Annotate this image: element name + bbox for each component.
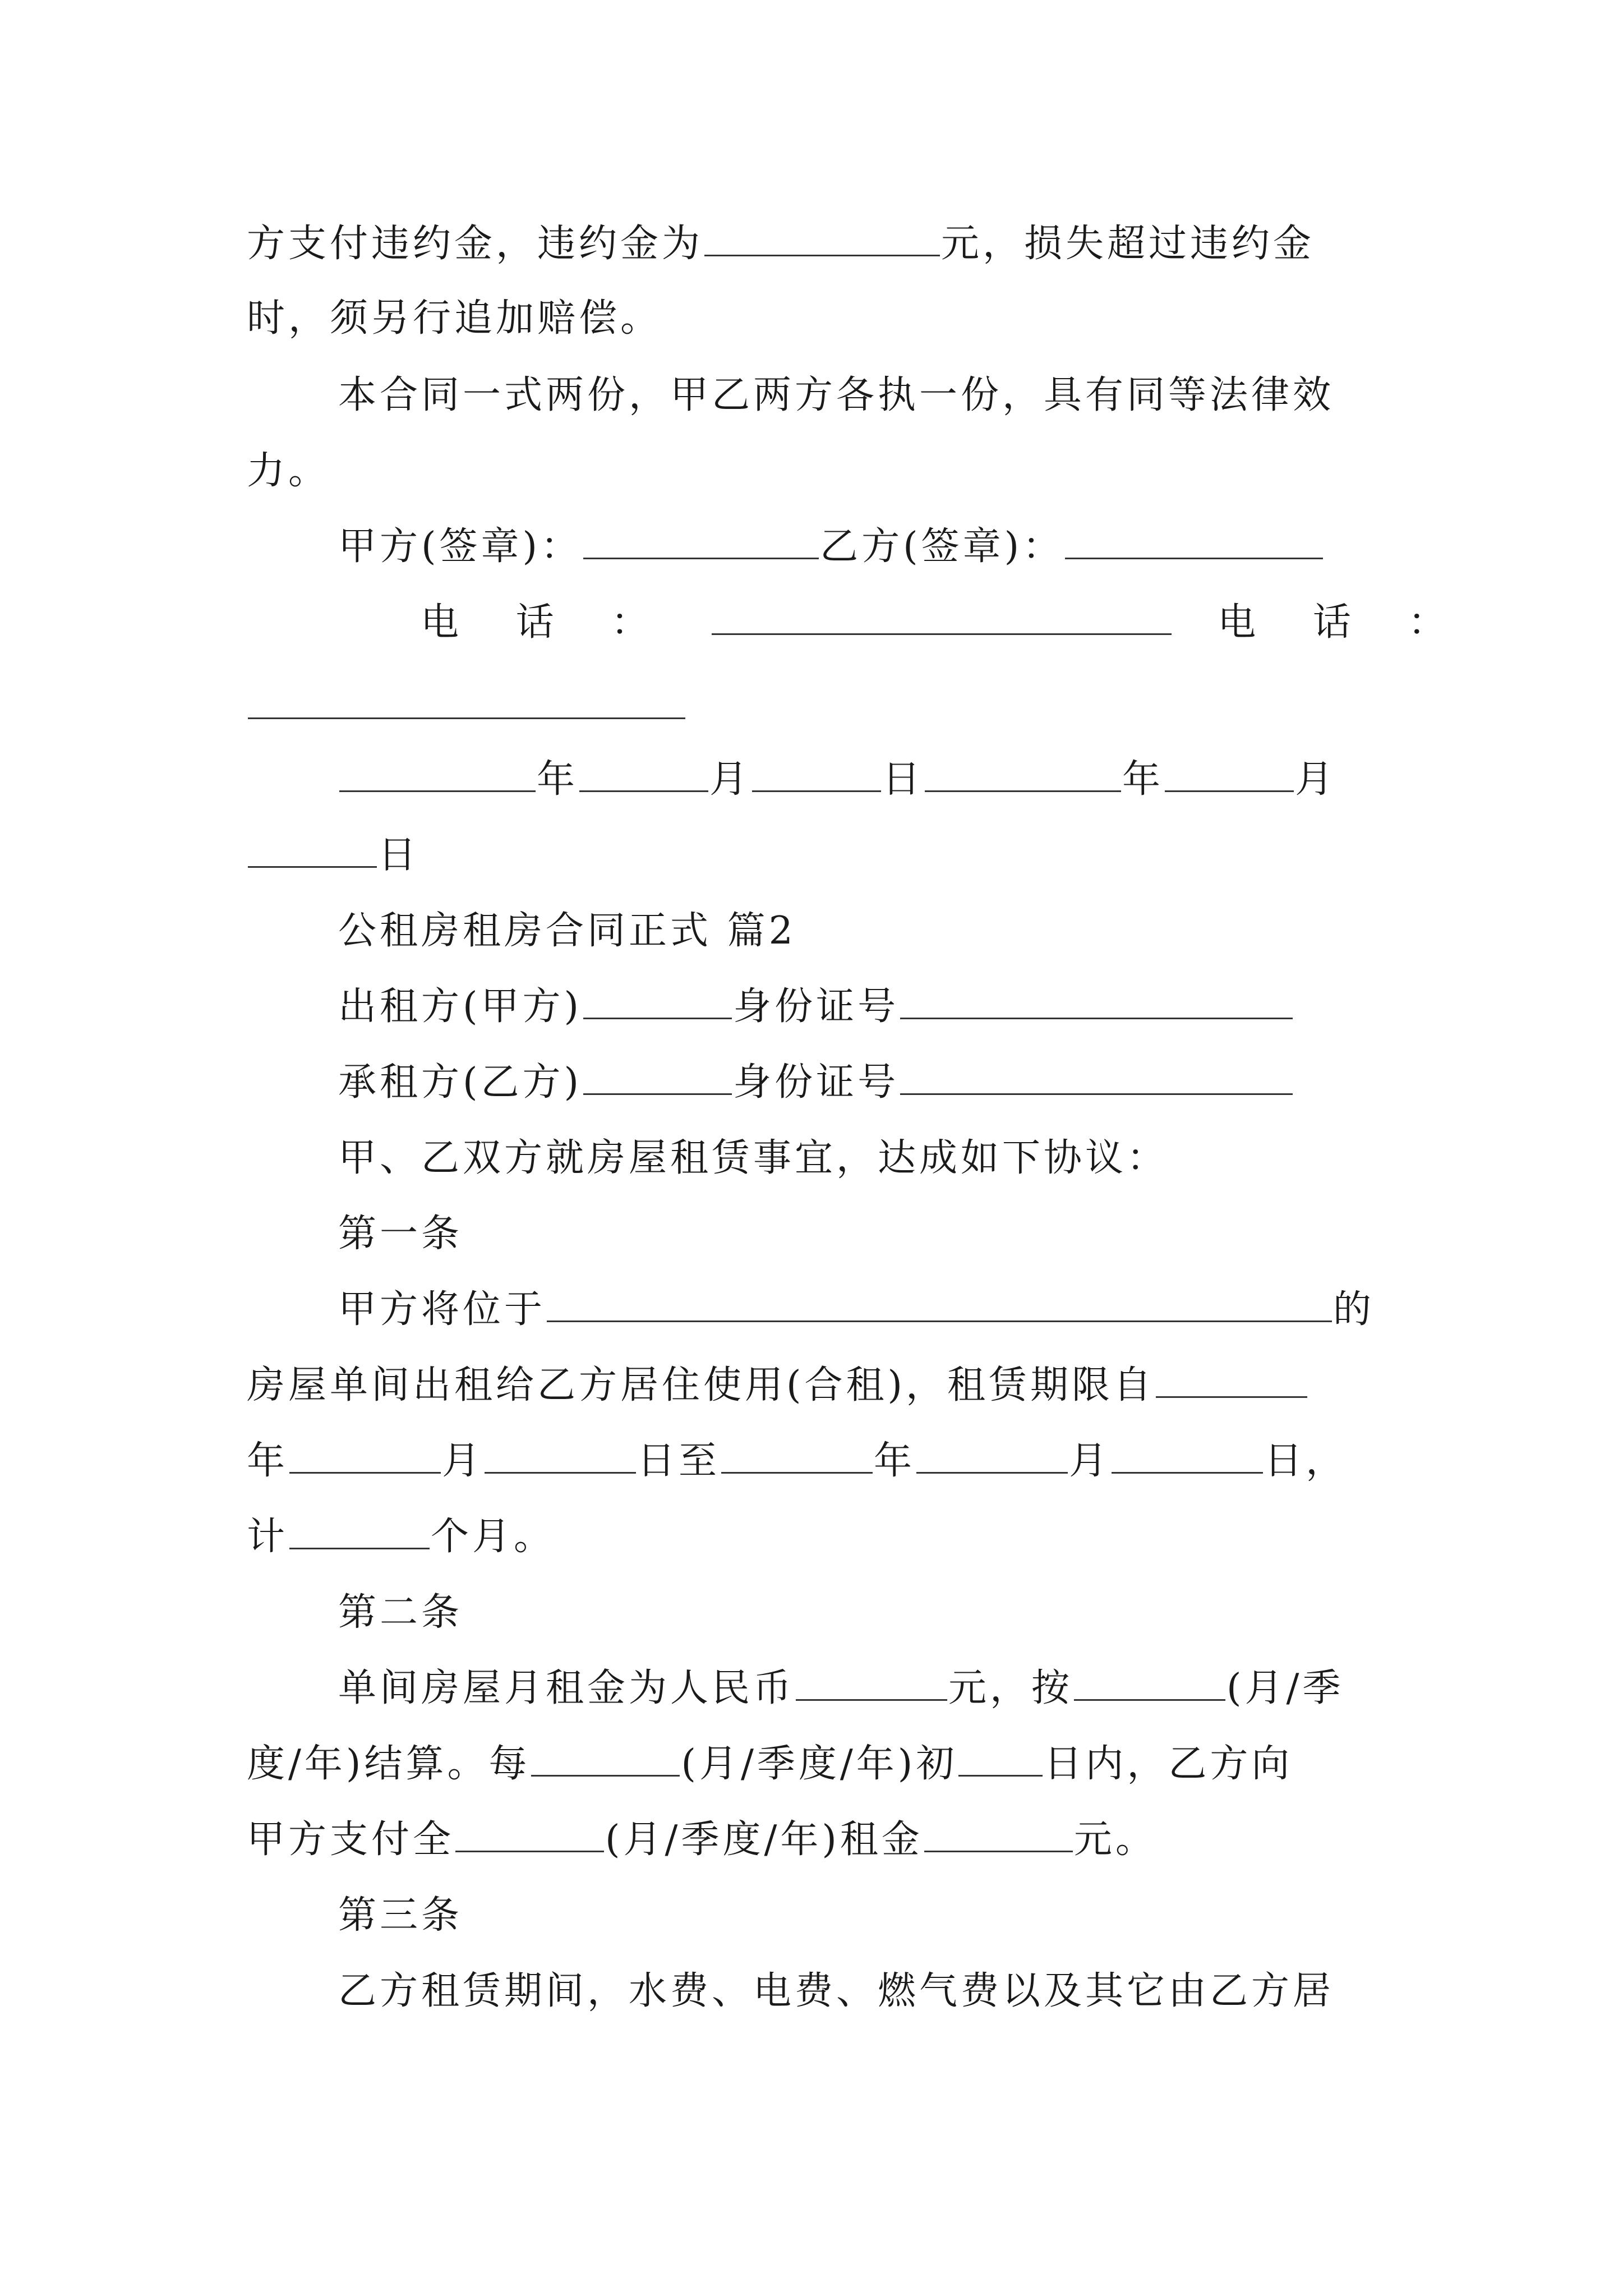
settlement-period-blank[interactable] [1074, 1670, 1225, 1701]
party-b-sign-blank[interactable] [1065, 528, 1323, 559]
lessor-line [338, 973, 1294, 1041]
article-2-text-i: 元。 [1073, 1818, 1157, 1862]
phone-line [421, 589, 1468, 656]
article-3-title [338, 1882, 463, 1949]
article-2-text-e: (月/季度/年)初 [681, 1742, 958, 1786]
party-a-year-blank[interactable] [339, 761, 536, 792]
party-a-day-label: 日 [882, 757, 924, 802]
party-b-day-label: 日 [378, 833, 420, 877]
article-2-line-1 [338, 1655, 1344, 1722]
lease-end-month-blank[interactable] [916, 1443, 1068, 1474]
copies-text-end: 力。 [247, 449, 330, 493]
party-b-year-label: 年 [1122, 757, 1164, 802]
party-a-phone-blank[interactable] [712, 604, 1172, 635]
compensation-text: 时，须另行追加赔偿。 [247, 296, 662, 341]
party-b-day-blank[interactable] [248, 837, 377, 868]
date-line [338, 746, 1336, 813]
lease-end-year-blank[interactable] [721, 1443, 873, 1474]
lessee-id-label: 身份证号 [733, 1060, 900, 1105]
end-year-label: 年 [874, 1439, 916, 1483]
signature-line [338, 513, 1324, 581]
rent-amount-blank[interactable] [924, 1821, 1073, 1852]
total-label: 计 [247, 1515, 289, 1559]
start-year-label: 年 [247, 1439, 289, 1483]
article-3-text-a: 乙方租赁期间，水费、电费、燃气费以及其它由乙方居 [338, 1969, 1335, 2013]
lease-start-month-blank[interactable] [289, 1443, 441, 1474]
article-2-title-text: 第二条 [338, 1590, 463, 1635]
penalty-text-b: 元，损失超过违约金 [941, 222, 1315, 266]
article-2-text-a: 单间房屋月租金为人民币 [338, 1666, 795, 1710]
lease-start-day-blank[interactable] [485, 1443, 636, 1474]
payment-days-blank[interactable] [958, 1746, 1043, 1777]
article-1-line-2 [247, 1352, 1308, 1419]
article-2-title [338, 1579, 463, 1646]
party-b-month-blank[interactable] [1165, 761, 1294, 792]
article-1-line-1 [338, 1276, 1375, 1343]
article-2-text-b: 元，按 [948, 1666, 1073, 1710]
article-1-title-text: 第一条 [338, 1212, 463, 1256]
payment-period-blank[interactable] [531, 1746, 680, 1777]
copies-line-end [247, 438, 330, 505]
party-b-phone-blank[interactable] [248, 688, 685, 719]
article-2-text-g: 甲方支付全 [247, 1818, 455, 1862]
property-address-blank[interactable] [547, 1291, 1332, 1322]
end-month-label: 月 [1069, 1439, 1111, 1483]
article-1-line-4 [247, 1503, 555, 1571]
lessee-id-blank[interactable] [900, 1064, 1293, 1095]
party-a-month-blank[interactable] [579, 761, 708, 792]
party-b-year-blank[interactable] [925, 761, 1121, 792]
lessor-id-blank[interactable] [900, 988, 1293, 1019]
article-2-line-3 [247, 1806, 1157, 1874]
article-1-line-3 [247, 1428, 1347, 1495]
article-1-text-b: 的 [1333, 1287, 1375, 1332]
article-2-text-d: 度/年)结算。每 [247, 1742, 531, 1786]
section-title-text: 公租房租房合同正式 篇2 [338, 909, 796, 953]
lease-start-year-blank[interactable] [1156, 1367, 1307, 1398]
article-2-line-2 [247, 1731, 1293, 1798]
lessee-name-blank[interactable] [583, 1064, 732, 1095]
party-a-phone-label: 电 话 ： [421, 600, 672, 645]
penalty-text-a: 方支付违约金，违约金为 [247, 222, 704, 266]
article-1-text-c: 房屋单间出租给乙方居住使用(合租)，租赁期限自 [247, 1363, 1155, 1407]
article-1-title [338, 1200, 463, 1268]
agreement-intro-text: 甲、乙双方就房屋租赁事宜，达成如下协议： [338, 1136, 1169, 1180]
lease-months-blank[interactable] [289, 1519, 430, 1549]
lease-end-day-blank[interactable] [1112, 1443, 1263, 1474]
start-day-label: 日至 [637, 1439, 721, 1483]
end-day-label: 日， [1264, 1439, 1348, 1483]
start-month-label: 月 [442, 1439, 484, 1483]
section-title [338, 898, 796, 965]
penalty-amount-blank[interactable] [704, 226, 940, 256]
article-1-text-a: 甲方将位于 [338, 1287, 546, 1332]
compensation-line [247, 285, 662, 352]
party-a-month-label: 月 [709, 757, 751, 802]
full-period-blank[interactable] [455, 1821, 604, 1852]
party-b-sign-label: 乙方(签章)： [820, 524, 1064, 569]
article-3-line-1 [338, 1958, 1334, 2025]
article-2-text-h: (月/季度/年)租金 [605, 1818, 923, 1862]
party-b-phone-label: 电 话 ： [1218, 600, 1469, 645]
date-line-end [247, 822, 419, 889]
lessor-name-blank[interactable] [583, 988, 732, 1019]
penalty-line [247, 210, 1315, 278]
article-2-text-c: (月/季 [1227, 1666, 1344, 1710]
lessor-label: 出租方(甲方) [338, 984, 583, 1029]
lessor-id-label: 身份证号 [733, 984, 900, 1029]
party-a-year-label: 年 [537, 757, 579, 802]
party-a-sign-blank[interactable] [583, 528, 819, 559]
agreement-intro [338, 1125, 1168, 1192]
party-a-sign-label: 甲方(签章)： [338, 524, 583, 569]
lessee-line [338, 1049, 1294, 1116]
party-a-day-blank[interactable] [752, 761, 881, 792]
article-3-title-text: 第三条 [338, 1893, 463, 1938]
lessee-label: 承租方(乙方) [338, 1060, 583, 1105]
months-label: 个月。 [431, 1515, 556, 1559]
phone-blank-line [247, 673, 686, 740]
copies-line [338, 362, 1334, 429]
monthly-rent-blank[interactable] [796, 1670, 947, 1701]
copies-text: 本合同一式两份，甲乙两方各执一份，具有同等法律效 [338, 373, 1335, 417]
article-2-text-f: 日内，乙方向 [1044, 1742, 1293, 1786]
party-b-month-label: 月 [1295, 757, 1337, 802]
